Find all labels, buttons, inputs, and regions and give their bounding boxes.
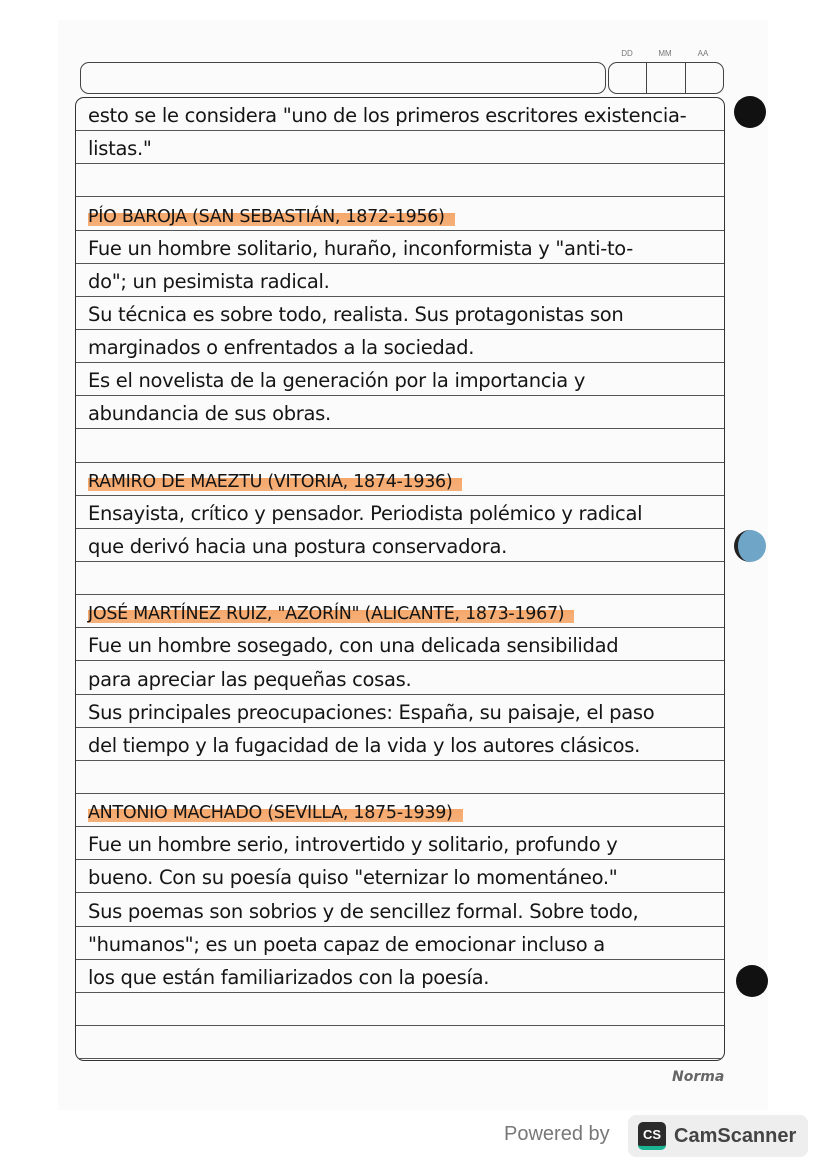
note-line: [76, 661, 724, 694]
date-field: [608, 62, 724, 94]
binder-hole-icon: [734, 96, 766, 128]
note-text: los que están familiarizados con la poesía.: [88, 965, 490, 989]
note-text: bueno. Con su poesía quiso "eternizar lo momentáneo.": [88, 866, 618, 890]
author-heading-row: [76, 794, 724, 827]
note-line: [76, 628, 724, 661]
note-line: [76, 396, 724, 429]
note-text: do"; un pesimista radical.: [88, 269, 330, 293]
note-line: [76, 429, 724, 462]
note-line: [76, 529, 724, 562]
note-line: [76, 728, 724, 761]
note-line: [76, 761, 724, 794]
note-text: listas.": [88, 137, 152, 161]
note-text: esto se le considera "uno de los primeros escritores existencia-: [88, 104, 687, 128]
note-text: abundancia de sus obras.: [88, 402, 331, 426]
note-text: del tiempo y la fugacidad de la vida y los autores clásicos.: [88, 733, 641, 757]
note-line: [76, 562, 724, 595]
camscanner-label: CamScanner: [674, 1124, 797, 1147]
note-line: [76, 496, 724, 529]
author-heading-row: [76, 595, 724, 628]
note-text: para apreciar las pequeñas cosas.: [88, 667, 412, 691]
note-line: [76, 363, 724, 396]
note-text: Es el novelista de la generación por la importancia y: [88, 369, 586, 393]
note-line: [76, 164, 724, 197]
note-text: que derivó hacia una postura conservadora.: [88, 534, 508, 558]
author-heading-row: [76, 197, 724, 230]
author-heading: ANTONIO MACHADO (SEVILLA, 1875-1939): [88, 803, 463, 823]
note-line: [76, 860, 724, 893]
note-text: Sus poemas son sobrios y de sencillez formal. Sobre todo,: [88, 899, 639, 923]
author-heading: RAMIRO DE MAEZTU (VITORIA, 1874-1936): [88, 472, 462, 492]
note-line: [76, 827, 724, 860]
note-line: [76, 960, 724, 993]
note-line: [76, 98, 724, 131]
note-text: Ensayista, crítico y pensador. Periodista polémico y radical: [88, 501, 643, 525]
camscanner-logo-icon: CS: [638, 1122, 666, 1150]
note-text: Fue un hombre solitario, huraño, inconformista y "anti-to-: [88, 236, 634, 260]
binder-hole-icon: [736, 965, 768, 997]
note-line: [76, 893, 724, 926]
year-box: [686, 63, 723, 93]
day-box: [609, 63, 647, 93]
title-field: [80, 62, 606, 94]
note-text: Fue un hombre serio, introvertido y solitario, profundo y: [88, 833, 618, 857]
note-line: [76, 695, 724, 728]
note-line: [76, 330, 724, 363]
note-text: "humanos"; es un poeta capaz de emocionar incluso a: [88, 932, 605, 956]
binder-hole-icon: [734, 530, 766, 562]
note-line: [76, 264, 724, 297]
norma-logo: Norma: [672, 1069, 725, 1085]
note-text: marginados o enfrentados a la sociedad.: [88, 336, 475, 360]
author-heading: JOSÉ MARTÍNEZ RUIZ, "AZORÍN" (ALICANTE, 1873-1967): [88, 604, 574, 624]
date-labels: [608, 49, 722, 58]
date-label-month: MM: [658, 49, 672, 58]
author-heading-row: [76, 463, 724, 496]
camscanner-badge[interactable]: [628, 1115, 808, 1157]
note-text: Sus principales preocupaciones: España, su paisaje, el paso: [88, 700, 655, 724]
note-line: [76, 131, 724, 164]
note-line: [76, 993, 724, 1026]
note-line: [76, 231, 724, 264]
ruled-notes: [75, 97, 725, 1061]
note-line: [76, 1026, 724, 1059]
note-line: [76, 927, 724, 960]
note-text: Su técnica es sobre todo, realista. Sus protagonistas son: [88, 302, 624, 326]
note-text: Fue un hombre sosegado, con una delicada sensibilidad: [88, 634, 619, 658]
powered-by-text: Powered by: [504, 1123, 610, 1145]
date-label-day: DD: [621, 49, 633, 58]
date-label-year: AA: [697, 49, 709, 58]
note-line: [76, 297, 724, 330]
note-line: [76, 1059, 724, 1061]
month-box: [647, 63, 685, 93]
author-heading: PÍO BAROJA (SAN SEBASTIÁN, 1872-1956): [88, 207, 455, 227]
